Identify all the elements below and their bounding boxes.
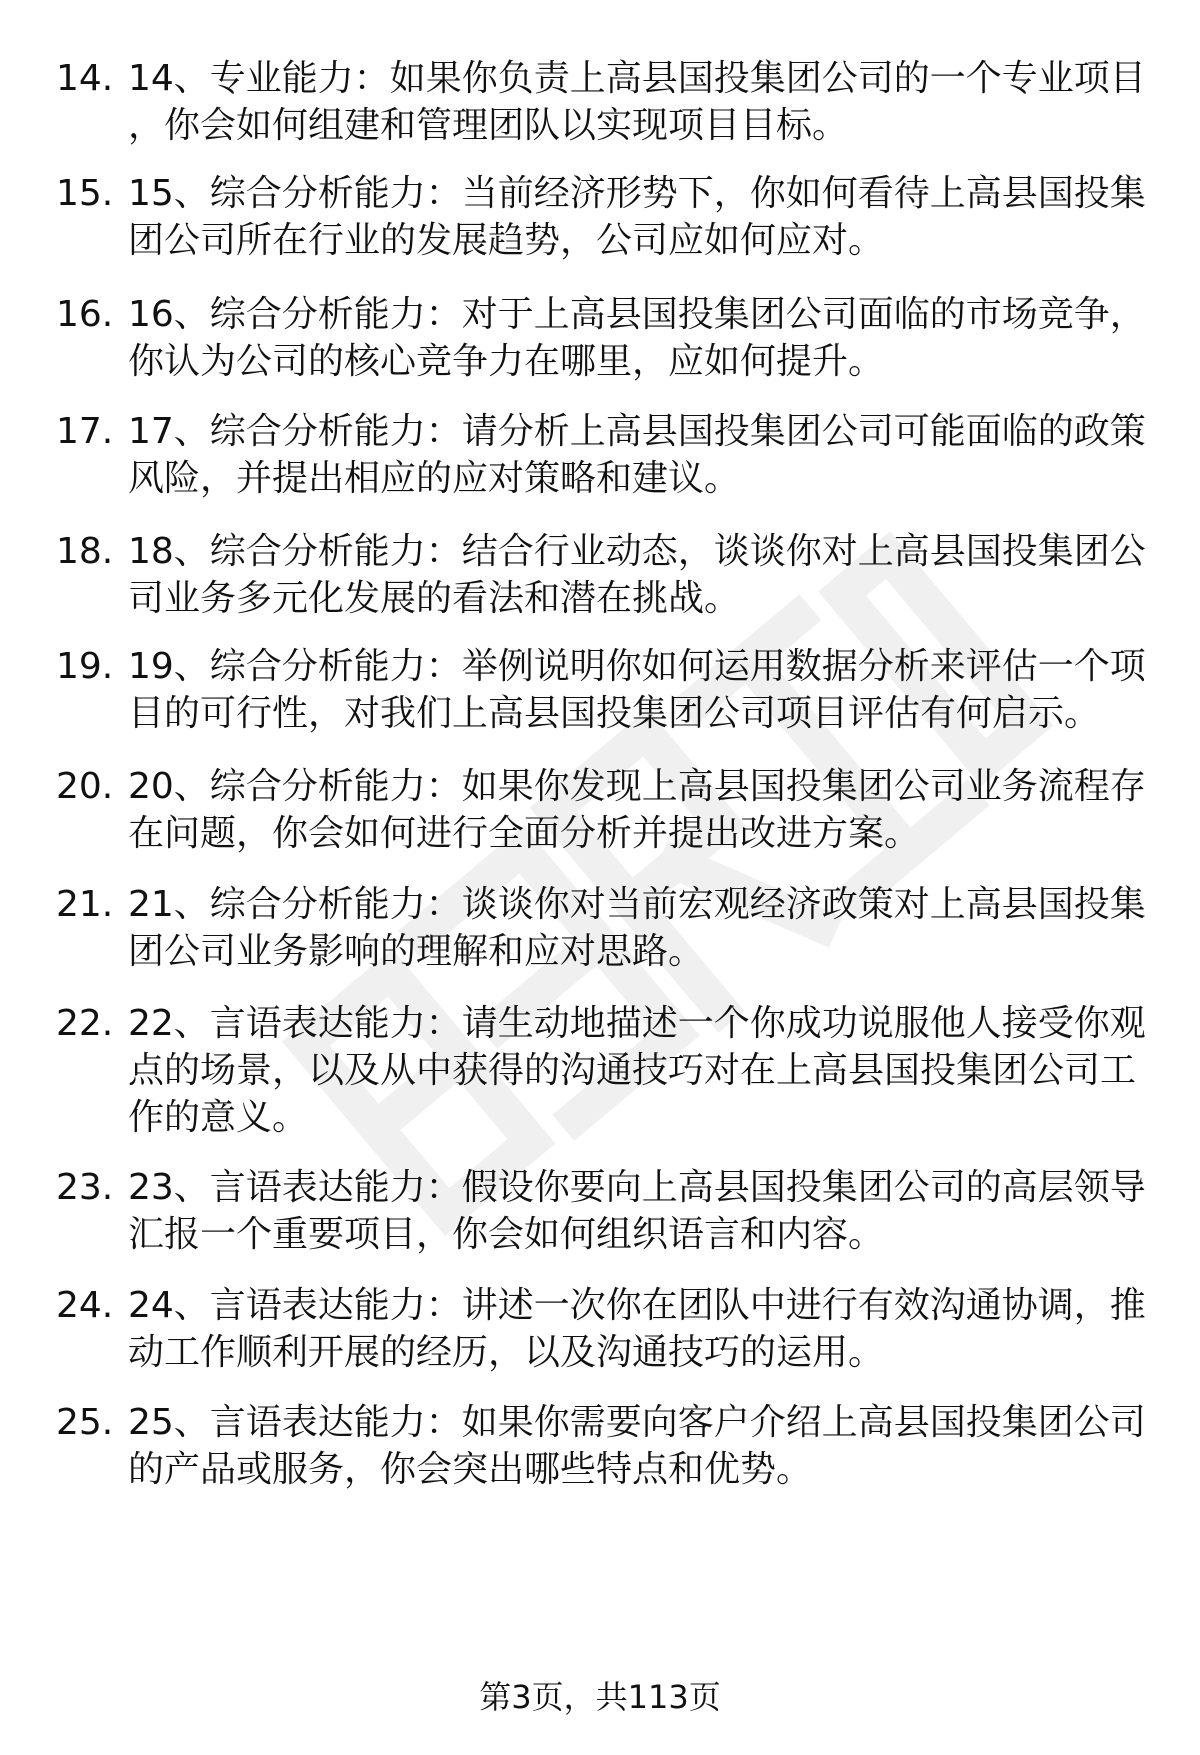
question-number: 24. bbox=[56, 1285, 114, 1326]
question-number: 15. bbox=[56, 173, 114, 214]
question-text: 14、专业能力：如果你负责上高县国投集团公司的一个专业项目，你会如何组建和管理团队以实现项目目标。 bbox=[128, 58, 1146, 146]
question-number: 22. bbox=[56, 1003, 114, 1044]
question-number: 25. bbox=[56, 1402, 114, 1443]
question-number: 18. bbox=[56, 531, 114, 572]
question-text: 23、言语表达能力：假设你要向上高县国投集团公司的高层领导汇报一个重要项目，你会如何组织语言和内容。 bbox=[128, 1167, 1146, 1255]
question-text: 25、言语表达能力：如果你需要向客户介绍上高县国投集团公司的产品或服务，你会突出哪些特点和优势。 bbox=[128, 1402, 1146, 1490]
question-number: 19. bbox=[56, 646, 114, 687]
question-text: 21、综合分析能力：谈谈你对当前宏观经济政策对上高县国投集团公司业务影响的理解和应对思路。 bbox=[128, 884, 1146, 972]
question-text: 19、综合分析能力：举例说明你如何运用数据分析来评估一个项目的可行性，对我们上高县国投集团公司项目评估有何启示。 bbox=[128, 646, 1146, 734]
question-number: 23. bbox=[56, 1167, 114, 1208]
question-text: 24、言语表达能力：讲述一次你在团队中进行有效沟通协调，推动工作顺利开展的经历，以及沟通技巧的运用。 bbox=[128, 1285, 1146, 1373]
question-number: 16. bbox=[56, 294, 114, 335]
question-text: 17、综合分析能力：请分析上高县国投集团公司可能面临的政策风险，并提出相应的应对策略和建议。 bbox=[128, 411, 1146, 499]
question-text: 16、综合分析能力：对于上高县国投集团公司面临的市场竞争，你认为公司的核心竞争力在哪里，应如何提升。 bbox=[128, 294, 1146, 382]
question-text: 15、综合分析能力：当前经济形势下，你如何看待上高县国投集团公司所在行业的发展趋势，公司应如何应对。 bbox=[128, 173, 1146, 261]
question-number: 14. bbox=[56, 58, 114, 99]
question-text: 18、综合分析能力：结合行业动态，谈谈你对上高县国投集团公司业务多元化发展的看法和潜在挑战。 bbox=[128, 531, 1146, 619]
question-text: 22、言语表达能力：请生动地描述一个你成功说服他人接受你观点的场景，以及从中获得的沟通技巧对在上高县国投集团公司工作的意义。 bbox=[128, 1003, 1146, 1138]
question-text: 20、综合分析能力：如果你发现上高县国投集团公司业务流程存在问题，你会如何进行全面分析并提出改进方案。 bbox=[128, 766, 1146, 854]
question-number: 20. bbox=[56, 766, 114, 807]
question-number: 17. bbox=[56, 411, 114, 452]
question-number: 21. bbox=[56, 884, 114, 925]
page-footer: 第3页，共113页 bbox=[479, 1678, 721, 1716]
